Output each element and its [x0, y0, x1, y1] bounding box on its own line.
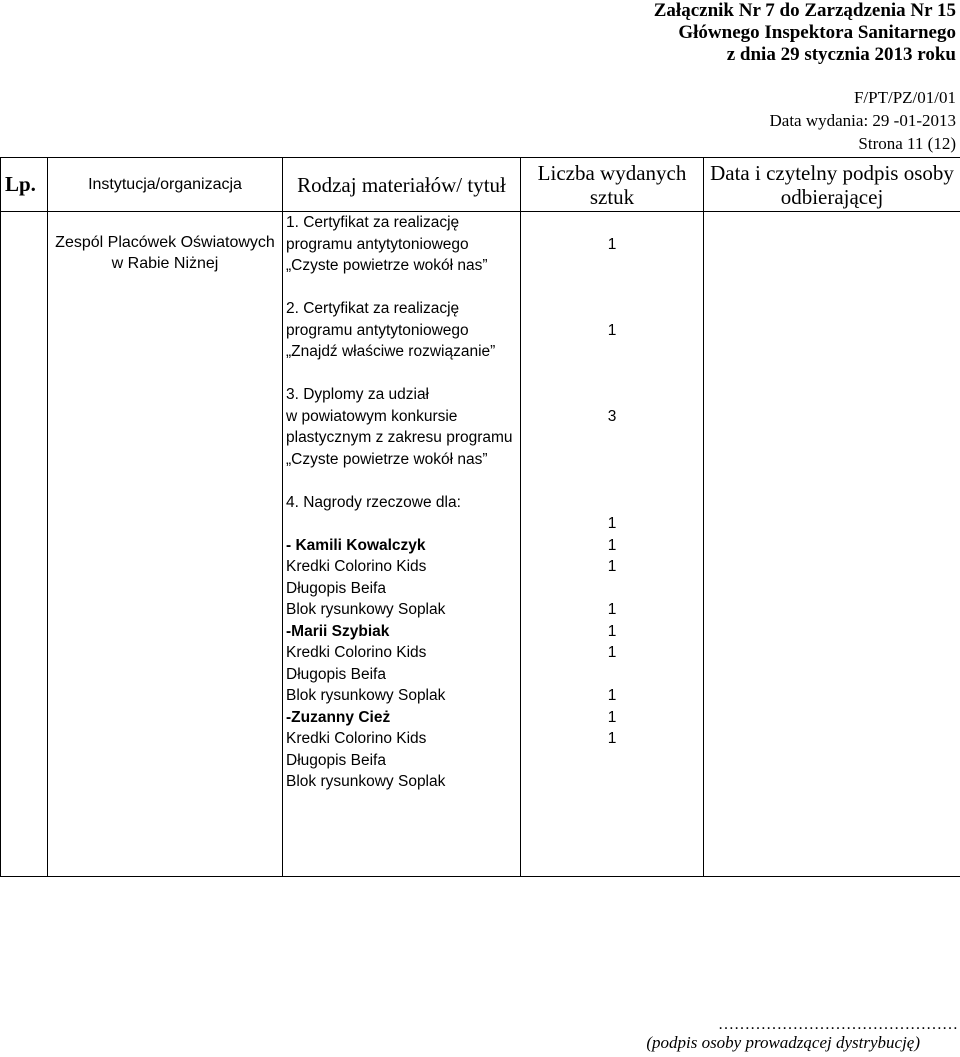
recipient-2-qty-2: 1 [607, 622, 617, 640]
signature-cell [704, 212, 960, 877]
recipient-3-qty-3: 1 [607, 730, 617, 747]
distribution-table [0, 157, 960, 877]
quantity-cell [521, 212, 704, 877]
item-2-qty: 1 [607, 321, 617, 339]
header-line-3: z dnia 29 stycznia 2013 roku [726, 44, 956, 65]
header-quantity: Liczba wydanych sztuk [521, 158, 704, 212]
recipient-3-item-2: Długopis Beifa [286, 751, 386, 769]
header-line-2: Głównego Inspektora Sanitarnego [678, 22, 956, 43]
item-2-line-2: programu antytytoniowego [286, 321, 469, 339]
table-header-row [1, 158, 960, 212]
recipient-2-name: -Marii Szybiak [286, 622, 390, 640]
item-3-line-1: 3. Dyplomy za udział [286, 386, 430, 403]
recipient-1-item-1: Kredki Colorino Kids [286, 558, 427, 575]
signature-caption: (podpis osoby prowadzącej dystrybucję) [646, 1033, 920, 1052]
lp-cell [1, 212, 48, 877]
issue-date: Data wydania: 29 -01-2013 [769, 111, 956, 130]
recipient-2-qty-3: 1 [607, 644, 617, 661]
item-1-qty: 1 [607, 235, 617, 253]
recipient-1-qty-2: 1 [607, 536, 617, 554]
recipient-1-item-2: Długopis Beifa [286, 579, 386, 597]
prizes-heading: 4. Nagrody rzeczowe dla: [286, 493, 461, 511]
header-institution: Instytucja/organizacja [48, 158, 283, 212]
item-3-line-2: w powiatowym konkursie [286, 407, 458, 425]
recipient-3-item-1: Kredki Colorino Kids [286, 730, 427, 747]
header-material: Rodzaj materiałów/ tytuł [283, 158, 521, 212]
item-2-line-3: „Znajdź właściwe rozwiązanie” [286, 343, 496, 360]
form-code: F/PT/PZ/01/01 [853, 88, 956, 107]
item-1-line-2: programu antytytoniowego [286, 235, 469, 253]
recipient-1-name: - Kamili Kowalczyk [286, 536, 426, 554]
recipient-2-item-2: Długopis Beifa [286, 665, 386, 683]
header-line-1: Załącznik Nr 7 do Zarządzenia Nr 15 [653, 0, 956, 21]
recipient-2-item-1: Kredki Colorino Kids [286, 644, 427, 661]
item-3-line-4: „Czyste powietrze wokół nas” [286, 450, 488, 468]
item-2-line-1: 2. Certyfikat za realizację [286, 300, 460, 317]
table-row [1, 212, 960, 877]
item-1-line-1: 1. Certyfikat za realizację [286, 214, 460, 231]
recipient-1-qty-1: 1 [607, 515, 617, 532]
header-signature: Data i czytelny podpis osoby odbierającej [704, 158, 960, 212]
recipient-1-item-3: Blok rysunkowy Soplak [286, 601, 446, 618]
recipient-3-name: -Zuzanny Cież [286, 708, 391, 726]
header-lp: Lp. [1, 158, 48, 212]
recipient-3-qty-2: 1 [607, 708, 617, 726]
recipient-2-item-3: Blok rysunkowy Soplak [286, 687, 446, 704]
recipient-3-qty-1: 1 [607, 687, 617, 704]
institution-cell [48, 212, 283, 877]
recipient-1-qty-3: 1 [607, 558, 617, 575]
item-3-qty: 3 [607, 407, 617, 425]
signature-line: ……………………………………… [718, 1016, 958, 1033]
item-1-line-3: „Czyste powietrze wokół nas” [286, 257, 488, 274]
item-3-line-3: plastycznym z zakresu programu [286, 429, 513, 446]
recipient-3-item-3: Blok rysunkowy Soplak [286, 773, 446, 790]
institution-location: w Rabie Niżnej [111, 255, 219, 272]
page-number: Strona 11 (12) [858, 134, 956, 153]
document-meta [770, 86, 956, 155]
document-attachment-header [654, 0, 956, 66]
recipient-2-qty-1: 1 [607, 601, 617, 618]
institution-name: Zespól Placówek Oświatowych [55, 234, 275, 251]
material-cell [283, 212, 521, 877]
